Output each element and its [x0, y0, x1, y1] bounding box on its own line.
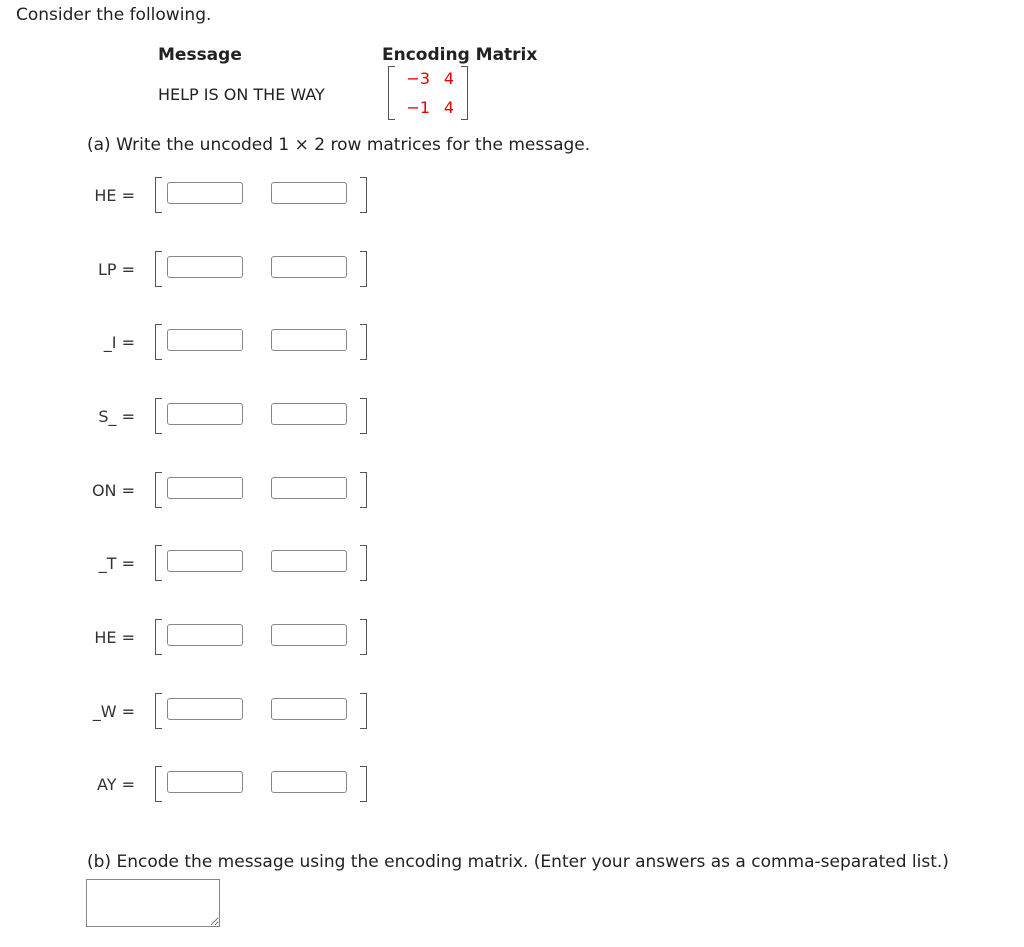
row-matrix [155, 398, 367, 434]
row-label: AY = [97, 775, 135, 794]
encoding-matrix [388, 66, 468, 120]
part-a-prompt: (a) Write the uncoded 1 × 2 row matrices for the message. [87, 135, 591, 155]
row-input-1[interactable] [167, 698, 243, 720]
row-input-2[interactable] [271, 256, 347, 278]
intro-text: Consider the following. [16, 5, 212, 25]
right-bracket [360, 545, 367, 581]
row-matrix [155, 251, 367, 287]
row-input-2[interactable] [271, 624, 347, 646]
left-bracket [155, 693, 162, 729]
matrix-cell-r1c1: −3 [406, 69, 430, 88]
row-input-2[interactable] [271, 182, 347, 204]
row-input-1[interactable] [167, 329, 243, 351]
message-text: HELP IS ON THE WAY [158, 85, 325, 104]
row-label: _W = [92, 702, 135, 721]
row-label: LP = [97, 260, 135, 279]
row-label: _T = [98, 554, 135, 573]
matrix-left-bracket [388, 66, 395, 120]
row-input-2[interactable] [271, 550, 347, 572]
row-input-1[interactable] [167, 182, 243, 204]
row-input-2[interactable] [271, 477, 347, 499]
encoding-matrix-header: Encoding Matrix [382, 45, 538, 65]
row-label: S_ = [98, 407, 135, 426]
row-input-1[interactable] [167, 256, 243, 278]
right-bracket [360, 619, 367, 655]
right-bracket [360, 177, 367, 213]
row-input-1[interactable] [167, 477, 243, 499]
left-bracket [155, 619, 162, 655]
message-header: Message [158, 45, 242, 65]
row-matrix [155, 177, 367, 213]
row-matrix [155, 693, 367, 729]
row-matrix [155, 324, 367, 360]
matrix-cell-r2c2: 4 [443, 98, 454, 117]
row-label: _I = [103, 333, 135, 352]
right-bracket [360, 251, 367, 287]
right-bracket [360, 766, 367, 802]
row-input-1[interactable] [167, 771, 243, 793]
left-bracket [155, 472, 162, 508]
left-bracket [155, 398, 162, 434]
row-label: HE = [94, 628, 135, 647]
right-bracket [360, 693, 367, 729]
row-input-1[interactable] [167, 624, 243, 646]
row-input-2[interactable] [271, 771, 347, 793]
right-bracket [360, 472, 367, 508]
row-matrix [155, 766, 367, 802]
matrix-cell-r1c2: 4 [443, 69, 454, 88]
left-bracket [155, 545, 162, 581]
row-input-1[interactable] [167, 550, 243, 572]
row-matrix [155, 545, 367, 581]
row-matrix [155, 619, 367, 655]
encoded-answer-input[interactable] [86, 879, 220, 927]
row-input-1[interactable] [167, 403, 243, 425]
matrix-right-bracket [461, 66, 468, 120]
left-bracket [155, 177, 162, 213]
left-bracket [155, 251, 162, 287]
row-input-2[interactable] [271, 698, 347, 720]
row-matrix [155, 472, 367, 508]
part-b-prompt: (b) Encode the message using the encoding matrix. (Enter your answers as a comma-separated list.) [87, 852, 949, 872]
right-bracket [360, 324, 367, 360]
right-bracket [360, 398, 367, 434]
row-label: HE = [94, 186, 135, 205]
left-bracket [155, 766, 162, 802]
left-bracket [155, 324, 162, 360]
matrix-cell-r2c1: −1 [406, 98, 430, 117]
row-label: ON = [91, 481, 135, 500]
row-input-2[interactable] [271, 403, 347, 425]
row-input-2[interactable] [271, 329, 347, 351]
